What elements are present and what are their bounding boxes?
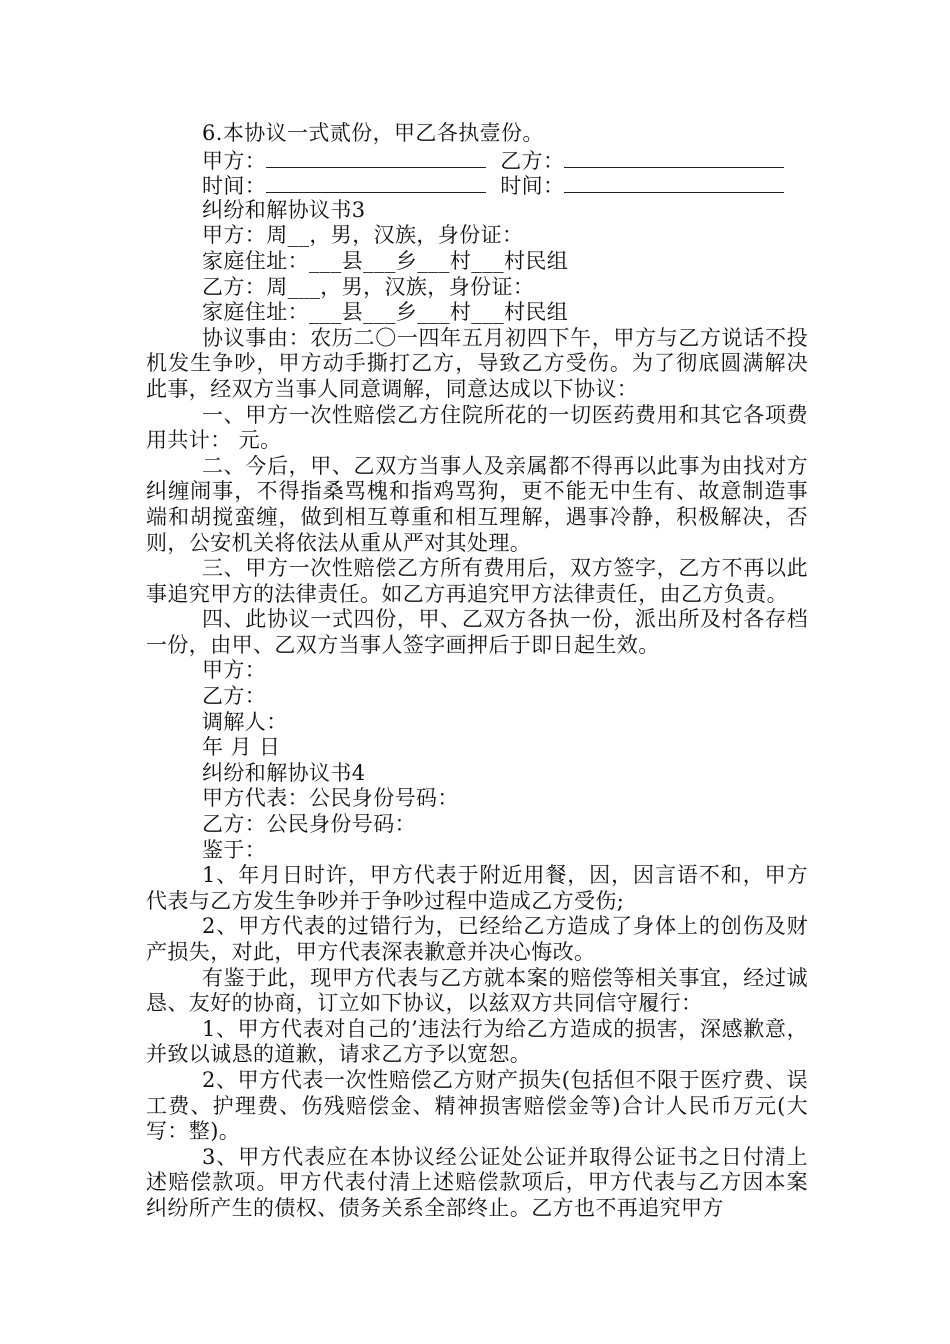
clause-4-3: 3、甲方代表应在本协议经公证处公证并取得公证书之日付清上述赔偿款项。甲方代表付清上述赔偿款项后，甲方代表与乙方因本案纠纷所产生的债权、债务关系全部终止。乙方也不再追究甲方	[146, 1144, 808, 1220]
clause-3-1: 一、甲方一次性赔偿乙方住院所花的一切医药费用和其它各项费用共计： 元。	[146, 402, 808, 453]
clause-3-4: 四、此协议一式四份，甲、乙双方各执一份，派出所及村各存档一份，由甲、乙双方当事人签字画押后于即日起生效。	[146, 607, 808, 657]
clause-copies: 6.本协议一式贰份，甲乙各执壹份。	[202, 121, 544, 145]
sign-party-a: 甲方：	[202, 658, 267, 683]
party-a-blank	[266, 147, 486, 168]
party-a-address: 家庭住址：___县___乡___村___村民组	[202, 248, 569, 273]
sign-mediator: 调解人：	[202, 709, 288, 734]
whereas-1: 1、年月日时许，甲方代表于附近用餐，因，因言语不和，甲方代表与乙方发生争吵并于争吵过程中造成乙方受伤;	[146, 863, 808, 913]
section-title-4: 纠纷和解协议书4	[202, 760, 366, 785]
time-row	[146, 172, 808, 198]
clause-3-2: 二、今后，甲、乙双方当事人及亲属都不得再以此事为由找对方纠缠闹事，不得指桑骂槐和指鸡骂狗，更不能无中生有、故意制造事端和胡搅蛮缠，做到相互尊重和相互理解，遇事冷静，积极解决，否则，公安机关将依法从重从严对其处理。	[146, 453, 808, 555]
agreement-intro: 有鉴于此，现甲方代表与乙方就本案的赔偿等相关事宜，经过诚恳、友好的协商，订立如下协议，以兹双方共同信守履行：	[146, 965, 808, 1016]
party-b-info: 乙方：周___，男，汉族，身份证：	[202, 274, 535, 299]
document-body	[146, 121, 808, 1222]
time-b-label: 时间：	[500, 174, 565, 199]
party-a-info: 甲方：周__，男，汉族，身份证：	[202, 223, 524, 248]
party-b-blank	[564, 147, 784, 168]
time-a-blank	[266, 172, 486, 193]
party-a-rep: 甲方代表：公民身份号码：	[202, 786, 459, 811]
whereas-label: 鉴于：	[202, 837, 267, 862]
clause-3-3: 三、甲方一次性赔偿乙方所有费用后，双方签字，乙方不再以此事追究甲方的法律责任。如乙方再追究甲方法律责任，由乙方负责。	[146, 556, 808, 606]
section-title-3: 纠纷和解协议书3	[202, 197, 366, 222]
party-b-label: 乙方：	[500, 148, 565, 173]
signature-row	[146, 147, 808, 173]
time-b-blank	[564, 172, 784, 193]
party-a-label: 甲方：	[202, 148, 267, 173]
clause-4-1: 1、甲方代表对自己的’违法行为给乙方造成的损害，深感歉意，并致以诚恳的道歉，请求乙方予以宽恕。	[146, 1016, 808, 1067]
sign-party-b: 乙方：	[202, 684, 267, 709]
whereas-2: 2、甲方代表的过错行为，已经给乙方造成了身体上的创伤及财产损失，对此，甲方代表深表歉意并决心悔改。	[146, 914, 808, 964]
agreement-reason: 协议事由：农历二〇一四年五月初四下午，甲方与乙方说话不投机发生争吵，甲方动手撕打乙方，导致乙方受伤。为了彻底圆满解决此事，经双方当事人同意调解，同意达成以下协议：	[146, 325, 808, 401]
time-a-label: 时间：	[202, 174, 267, 199]
party-b-id: 乙方：公民身份号码：	[202, 812, 416, 837]
sign-date: 年 月 日	[202, 735, 281, 760]
party-b-address: 家庭住址：___县___乡___村___村民组	[202, 300, 569, 325]
clause-4-2: 2、甲方代表一次性赔偿乙方财产损失(包括但不限于医疗费、误工费、护理费、伤残赔偿金、精神损害赔偿金等)合计人民币万元(大写：整)。	[146, 1067, 808, 1144]
